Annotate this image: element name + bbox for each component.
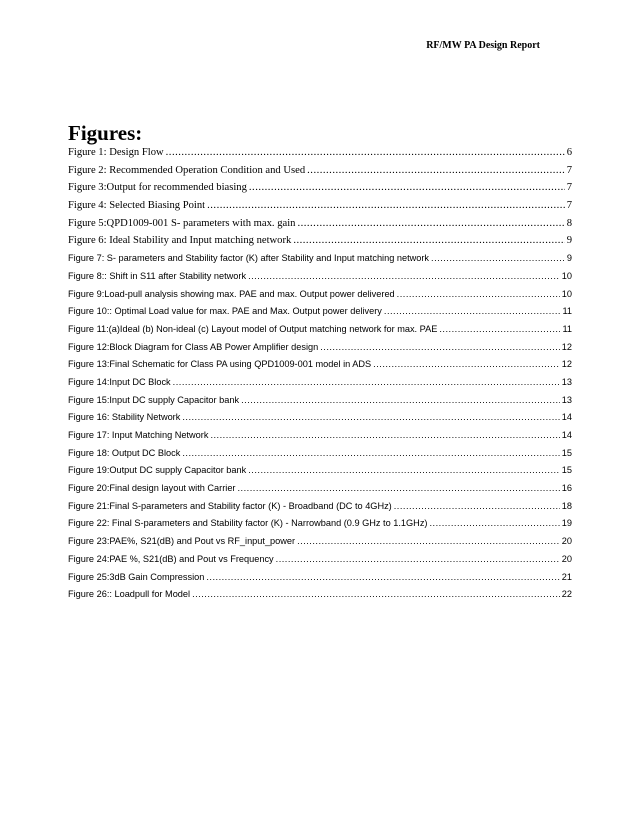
figure-label: Figure 10:: Optimal Load value for max. PAE and Max. Output power delivery (68, 306, 382, 317)
dot-leader (397, 286, 560, 304)
figure-page-number: 15 (561, 465, 572, 476)
figure-entry[interactable] (68, 374, 572, 392)
dot-leader (320, 339, 560, 357)
figure-label: Figure 3:Output for recommended biasing (68, 182, 247, 194)
figure-entry[interactable] (68, 339, 572, 357)
figure-label: Figure 20:Final design layout with Carrier (68, 483, 236, 494)
figure-page-number: 6 (566, 147, 572, 158)
figure-entry[interactable] (68, 286, 572, 304)
dot-leader (297, 215, 564, 233)
figure-entry[interactable] (68, 409, 572, 427)
dot-leader (276, 551, 560, 569)
dot-leader (297, 533, 560, 551)
dot-leader (192, 586, 560, 604)
figure-entry[interactable] (68, 250, 572, 268)
figure-label: Figure 22: Final S-parameters and Stability factor (K) - Narrowband (0.9 GHz to 1.1GHz) (68, 518, 428, 529)
figure-entry[interactable] (68, 533, 572, 551)
figure-entry[interactable] (68, 551, 572, 569)
figure-page-number: 11 (562, 323, 572, 334)
figure-label: Figure 15:Input DC supply Capacitor bank (68, 394, 240, 405)
figure-entry[interactable] (68, 515, 572, 533)
figure-page-number: 9 (566, 235, 572, 247)
figure-page-number: 7 (566, 182, 572, 194)
figure-label: Figure 23:PAE%, S21(dB) and Pout vs RF_input_power (68, 536, 296, 547)
dot-leader (248, 268, 560, 286)
figure-label: Figure 4: Selected Biasing Point (68, 200, 206, 212)
figure-label: Figure 8:: Shift in S11 after Stability network (68, 270, 247, 281)
figure-label: Figure 17: Input Matching Network (68, 430, 209, 440)
figure-entry[interactable] (68, 462, 572, 480)
figure-entry[interactable] (68, 498, 572, 516)
dot-leader (307, 162, 565, 180)
dot-leader (182, 409, 559, 427)
figure-entry[interactable] (68, 427, 572, 445)
figure-label: Figure 13:Final Schematic for Class PA using QPD1009-001 model in ADS (68, 359, 372, 370)
figure-page-number: 19 (561, 518, 572, 529)
figure-page-number: 7 (566, 200, 572, 212)
figure-page-number: 15 (561, 447, 572, 458)
figure-entry[interactable] (68, 321, 572, 339)
list-of-figures (68, 144, 572, 604)
figure-entry[interactable] (68, 144, 572, 162)
figure-entry[interactable] (68, 356, 572, 374)
figure-label: Figure 14:Input DC Block (68, 376, 171, 387)
figure-entry[interactable] (68, 586, 572, 604)
dot-leader (249, 179, 565, 197)
figure-label: Figure 1: Design Flow (68, 147, 164, 158)
figure-entry[interactable] (68, 162, 572, 180)
figure-label: Figure 21:Final S-parameters and Stability factor (K) - Broadband (DC to 4GHz) (68, 500, 392, 511)
dot-leader (241, 392, 560, 410)
figure-label: Figure 2: Recommended Operation Condition and Used (68, 164, 306, 176)
figure-label: Figure 25:3dB Gain Compression (68, 571, 205, 582)
figure-entry[interactable] (68, 445, 572, 463)
figure-entry[interactable] (68, 215, 572, 233)
figure-page-number: 21 (561, 571, 572, 582)
dot-leader (439, 321, 560, 339)
dot-leader (394, 498, 560, 516)
figure-entry[interactable] (68, 480, 572, 498)
figure-page-number: 9 (566, 253, 572, 264)
dot-leader (173, 374, 560, 392)
figure-page-number: 8 (566, 217, 572, 229)
dot-leader (166, 144, 565, 162)
dot-leader (248, 462, 560, 480)
figure-page-number: 12 (561, 341, 572, 352)
figure-label: Figure 24:PAE %, S21(dB) and Pout vs Frequency (68, 553, 274, 564)
dot-leader (429, 515, 559, 533)
figure-label: Figure 26:: Loadpull for Model (68, 589, 191, 600)
figure-entry[interactable] (68, 232, 572, 250)
dot-leader (373, 356, 560, 374)
page-title: Figures: (68, 121, 143, 145)
figure-label: Figure 9:Load-pull analysis showing max. PAE and max. Output power delivered (68, 288, 395, 299)
figure-label: Figure 7: S- parameters and Stability factor (K) after Stability and Input matching network (68, 253, 430, 264)
figure-page-number: 10 (561, 270, 572, 281)
figure-entry[interactable] (68, 569, 572, 587)
figure-page-number: 14 (561, 430, 572, 440)
figure-page-number: 11 (562, 306, 572, 317)
figure-page-number: 7 (566, 164, 572, 176)
dot-leader (210, 427, 559, 445)
figure-page-number: 13 (561, 394, 572, 405)
figure-label: Figure 16: Stability Network (68, 412, 181, 423)
figure-page-number: 18 (561, 500, 572, 511)
figure-label: Figure 18: Output DC Block (68, 447, 181, 458)
dot-leader (182, 445, 559, 463)
figure-entry[interactable] (68, 179, 572, 197)
figure-label: Figure 5:QPD1009-001 S- parameters with max. gain (68, 217, 296, 229)
figure-page-number: 13 (561, 376, 572, 387)
figure-label: Figure 11:(a)Ideal (b) Non-ideal (c) Layout model of Output matching network for max. PAE (68, 323, 438, 334)
dot-leader (207, 197, 565, 215)
figure-entry[interactable] (68, 303, 572, 321)
dot-leader (384, 303, 561, 321)
figure-page-number: 22 (561, 589, 572, 600)
figure-label: Figure 19:Output DC supply Capacitor bank (68, 465, 247, 476)
figure-label: Figure 6: Ideal Stability and Input matching network (68, 235, 292, 247)
figure-label: Figure 12:Block Diagram for Class AB Power Amplifier design (68, 341, 319, 352)
figure-page-number: 16 (561, 483, 572, 494)
figure-page-number: 14 (561, 412, 572, 423)
figure-page-number: 20 (561, 536, 572, 547)
figure-entry[interactable] (68, 392, 572, 410)
dot-leader (206, 569, 559, 587)
figure-page-number: 10 (561, 288, 572, 299)
figure-entry[interactable] (68, 197, 572, 215)
figure-page-number: 12 (561, 359, 572, 370)
page-header: RF/MW PA Design Report (426, 40, 540, 51)
figure-page-number: 20 (561, 553, 572, 564)
dot-leader (431, 250, 565, 268)
dot-leader (238, 480, 560, 498)
figure-entry[interactable] (68, 268, 572, 286)
dot-leader (293, 232, 564, 250)
